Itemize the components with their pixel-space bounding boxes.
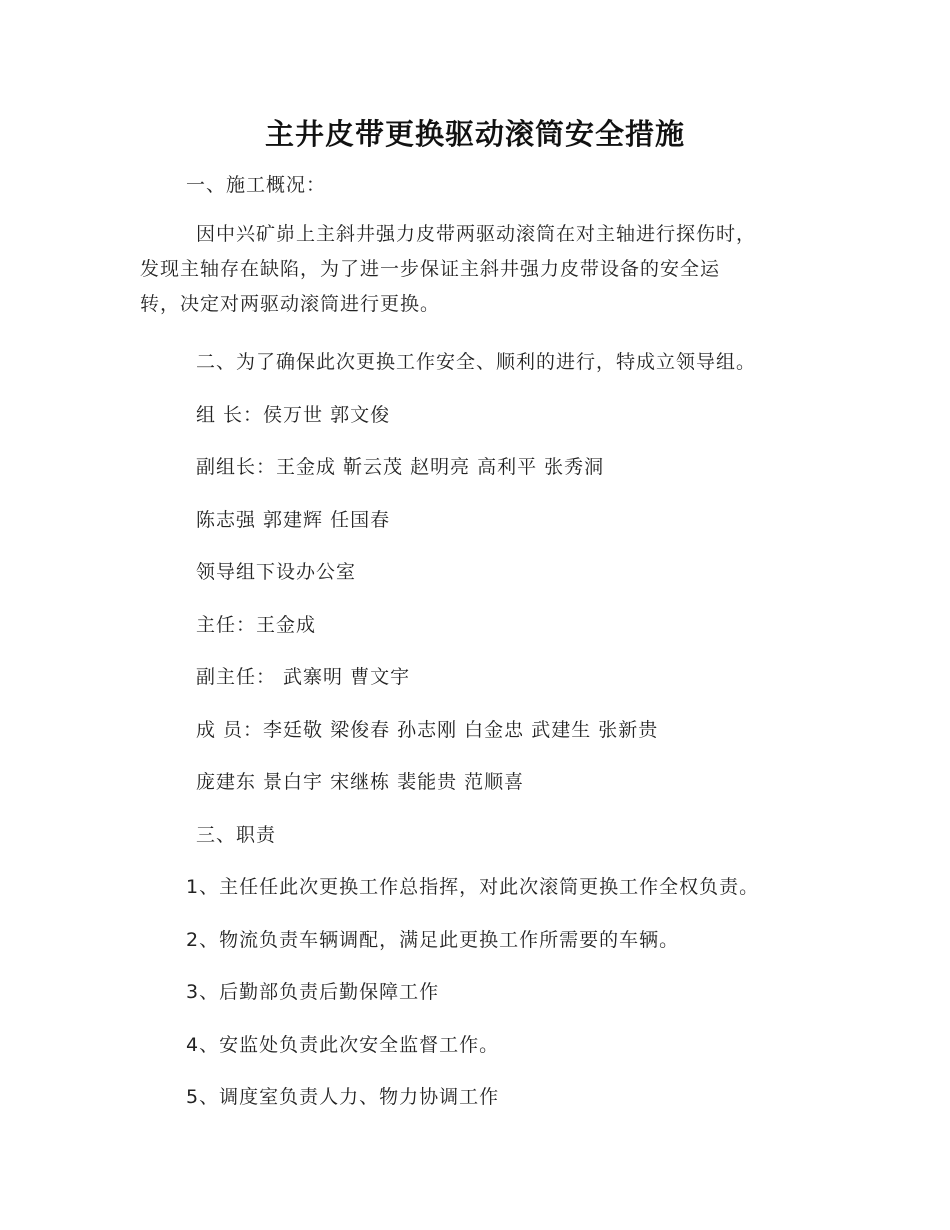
section1-heading: 一、施工概况： xyxy=(186,174,327,196)
members-line: 成 员：李廷敬 梁俊春 孙志刚 白金忠 武建生 张新贵 xyxy=(196,719,659,741)
paragraph-line: 发现主轴存在缺陷，为了进一步保证主斜井强力皮带设备的安全运 xyxy=(140,258,721,280)
document-title: 主井皮带更换驱动滚筒安全措施 xyxy=(264,117,685,151)
duty-item: 4、安监处负责此次安全监督工作。 xyxy=(186,1034,500,1056)
section2-heading: 二、为了确保此次更换工作安全、顺利的进行，特成立领导组。 xyxy=(196,351,757,373)
duty-item: 1、主任任此次更换工作总指挥，对此次滚筒更换工作全权负责。 xyxy=(186,876,760,898)
deputy-leaders-line-2: 陈志强 郭建辉 任国春 xyxy=(196,509,391,531)
deputy-director-line: 副主任： 武寨明 曹文宇 xyxy=(196,666,411,688)
section1-paragraph xyxy=(140,217,756,322)
office-line: 领导组下设办公室 xyxy=(196,561,357,583)
duty-item: 3、后勤部负责后勤保障工作 xyxy=(186,981,440,1003)
deputy-leaders-line: 副组长：王金成 靳云茂 赵明亮 高利平 张秀洞 xyxy=(196,456,605,478)
director-line: 主任：王金成 xyxy=(196,614,317,636)
leader-line: 组 长：侯万世 郭文俊 xyxy=(196,404,391,426)
section3-heading: 三、职责 xyxy=(196,824,277,846)
duty-item: 5、调度室负责人力、物力协调工作 xyxy=(186,1086,500,1108)
paragraph-line: 转，决定对两驱动滚筒进行更换。 xyxy=(140,293,441,315)
members-line-2: 庞建东 景白宇 宋继栋 裴能贵 范顺喜 xyxy=(196,771,525,793)
duty-item: 2、物流负责车辆调配，满足此更换工作所需要的车辆。 xyxy=(186,929,680,951)
paragraph-line: 因中兴矿峁上主斜井强力皮带两驱动滚筒在对主轴进行探伤时， xyxy=(196,223,757,245)
